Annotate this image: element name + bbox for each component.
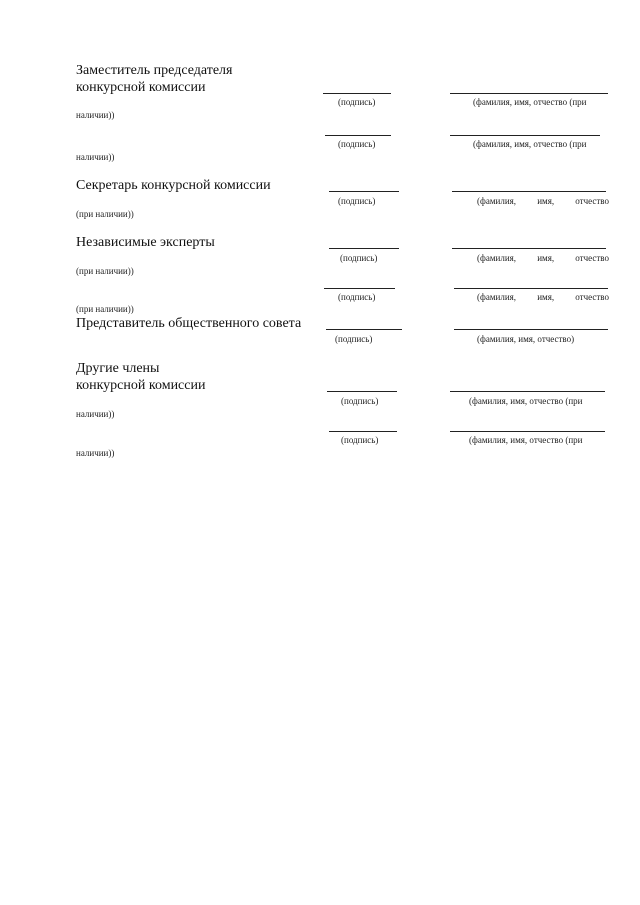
fio-line bbox=[454, 288, 608, 289]
nalichii-note: наличии)) bbox=[76, 110, 115, 120]
signature-line bbox=[325, 135, 391, 136]
deputy-chair-title-line2: конкурсной комиссии bbox=[76, 80, 206, 95]
fio-line bbox=[452, 191, 606, 192]
deputy-chair-title-line1: Заместитель председателя bbox=[76, 63, 233, 78]
fio-word: имя, bbox=[537, 253, 555, 263]
signature-caption: (подпись) bbox=[341, 396, 379, 406]
signature-caption: (подпись) bbox=[335, 334, 373, 344]
other-members-title-line2: конкурсной комиссии bbox=[76, 378, 206, 393]
signature-line bbox=[327, 391, 397, 392]
signature-line bbox=[329, 191, 399, 192]
fio-caption: (фамилия, имя, отчество (при bbox=[473, 139, 587, 149]
fio-line bbox=[450, 135, 600, 136]
fio-caption-justified bbox=[477, 292, 609, 302]
signature-caption: (подпись) bbox=[340, 253, 378, 263]
fio-line bbox=[454, 329, 608, 330]
fio-word: (фамилия, bbox=[477, 253, 517, 263]
fio-caption-justified bbox=[477, 253, 609, 263]
signature-caption: (подпись) bbox=[338, 97, 376, 107]
signature-caption: (подпись) bbox=[338, 196, 376, 206]
fio-word: имя, bbox=[537, 292, 555, 302]
signature-line bbox=[326, 329, 402, 330]
fio-line bbox=[450, 391, 605, 392]
fio-word: (фамилия, bbox=[477, 196, 517, 206]
nalichii-note: наличии)) bbox=[76, 152, 115, 162]
fio-line bbox=[452, 248, 606, 249]
secretary-title: Секретарь конкурсной комиссии bbox=[76, 178, 271, 193]
fio-caption: (фамилия, имя, отчество) bbox=[477, 334, 575, 344]
nalichii-note: наличии)) bbox=[76, 448, 115, 458]
signature-caption: (подпись) bbox=[341, 435, 379, 445]
fio-line bbox=[450, 431, 605, 432]
fio-word: отчество bbox=[575, 196, 609, 206]
fio-word: отчество bbox=[575, 292, 609, 302]
fio-caption: (фамилия, имя, отчество (при bbox=[473, 97, 587, 107]
fio-word: имя, bbox=[537, 196, 555, 206]
fio-word: отчество bbox=[575, 253, 609, 263]
signature-caption: (подпись) bbox=[338, 139, 376, 149]
fio-caption: (фамилия, имя, отчество (при bbox=[469, 396, 583, 406]
signature-line bbox=[329, 248, 399, 249]
nalichii-note: наличии)) bbox=[76, 409, 115, 419]
pri-nalichii-note: (при наличии)) bbox=[76, 209, 134, 219]
pri-nalichii-note: (при наличии)) bbox=[76, 304, 134, 314]
signature-line bbox=[324, 288, 395, 289]
fio-word: (фамилия, bbox=[477, 292, 517, 302]
experts-title: Независимые эксперты bbox=[76, 235, 215, 250]
public-council-title: Представитель общественного совета bbox=[76, 316, 302, 331]
fio-caption: (фамилия, имя, отчество (при bbox=[469, 435, 583, 445]
signature-caption: (подпись) bbox=[338, 292, 376, 302]
signature-line bbox=[323, 93, 391, 94]
fio-caption-justified bbox=[477, 196, 609, 206]
signature-line bbox=[329, 431, 397, 432]
pri-nalichii-note: (при наличии)) bbox=[76, 266, 134, 276]
other-members-title-line1: Другие члены bbox=[76, 361, 160, 376]
fio-line bbox=[450, 93, 608, 94]
